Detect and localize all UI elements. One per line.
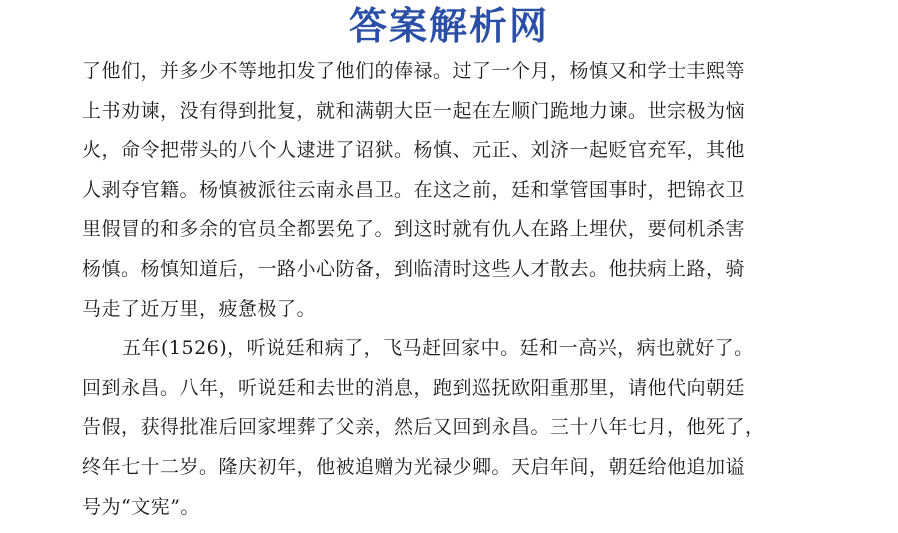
text-line: 终年七十二岁。隆庆初年，他被追赠为光禄少卿。天启年间，朝廷给他追加谥 (82, 455, 746, 478)
paragraph-2 (82, 329, 802, 527)
text-line: 马走了近万里，疲惫极了。 (82, 297, 317, 320)
paragraph-1 (82, 52, 802, 329)
text-line: 人剥夺官籍。杨慎被派往云南永昌卫。在这之前，廷和掌管国事时，把锦衣卫 (82, 178, 746, 201)
text-line: 了他们，并多少不等地扣发了他们的俸禄。过了一个月，杨慎又和学士丰熙等 (82, 60, 746, 82)
text-line: 告假，获得批准后回家埋葬了父亲，然后又回到永昌。三十八年七月，他死了， (82, 416, 765, 439)
text-line: 火，命令把带头的八个人逮进了诏狱。杨慎、元正、刘济一起贬官充军，其他 (82, 139, 746, 162)
text-line: 上书劝谏，没有得到批复，就和满朝大臣一起在左顺门跪地力谏。世宗极为恼 (82, 99, 746, 122)
document-body (82, 52, 802, 527)
text-line: 回到永昌。八年，听说廷和去世的消息，跑到巡抚欧阳重那里，请他代向朝廷 (82, 376, 746, 399)
text-line: 五年(1526)，听说廷和病了，飞马赶回家中。廷和一高兴，病也就好了。 (122, 337, 754, 360)
text-line: 里假冒的和多余的官员全都罢免了。到这时就有仇人在路上埋伏，要伺机杀害 (82, 218, 746, 241)
site-watermark-title: 答案解析网 (348, 4, 549, 48)
text-line: 号为“文宪”。 (82, 495, 200, 518)
text-line: 杨慎。杨慎知道后，一路小心防备，到临清时这些人才散去。他扶病上路，骑 (82, 257, 746, 280)
